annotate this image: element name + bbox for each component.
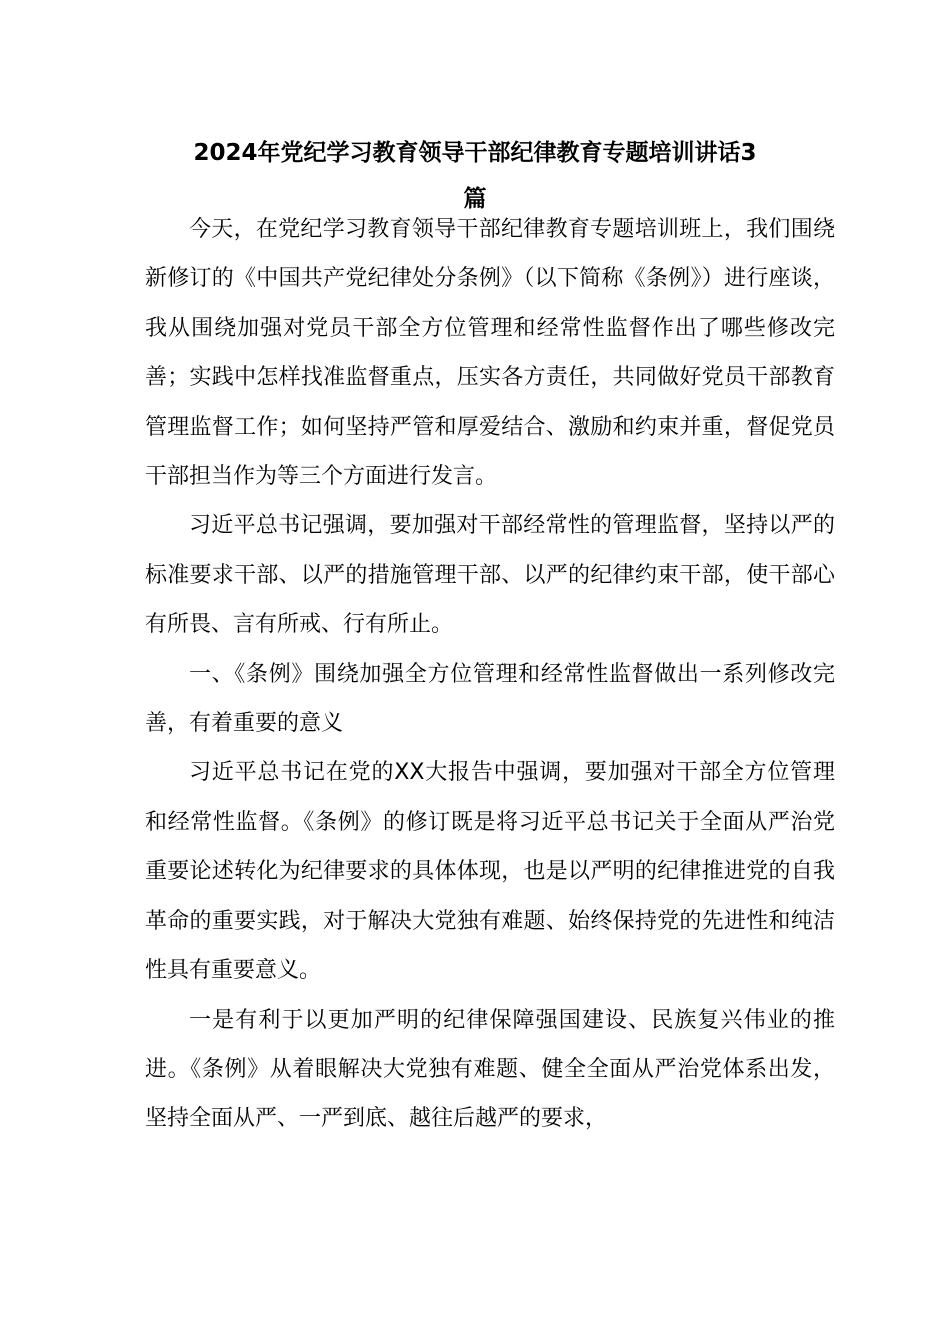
paragraph-section-1: 习近平总书记在党的XX大报告中强调，要加强对干部全方位管理和经常性监督。《条例》的修订既是将习近平总书记关于全面从严治党重要论述转化为纪律要求的具体体现，也是以严明的纪律推进党的自我革命的重要实践，对于解决大党独有难题、始终保持党的先进性和纯洁性具有重要意义。 <box>145 760 835 984</box>
paragraph-point-1: 一是有利于以更加严明的纪律保障强国建设、民族复兴伟业的推进。《条例》从着眼解决大党独有难题、健全全面从严治党体系出发，坚持全面从严、一严到底、越往后越严的要求， <box>145 1007 835 1132</box>
document-body <box>145 205 835 1144</box>
paragraph-intro: 今天，在党纪学习教育领导干部纪律教育专题培训班上，我们围绕新修订的《中国共产党纪律处分条例》（以下简称《条例》）进行座谈，我从围绕加强对党员干部全方位管理和经常性监督作出了哪些修改完善；实践中怎样找准监督重点，压实各方责任，共同做好党员干部教育管理监督工作；如何坚持严管和厚爱结合、激励和约束并重，督促党员干部担当作为等三个方面进行发言。 <box>145 217 835 490</box>
paragraph-quote: 习近平总书记强调，要加强对干部经常性的管理监督，坚持以严的标准要求干部、以严的措施管理干部、以严的纪律约束干部，使干部心有所畏、言有所戒、行有所止。 <box>145 513 835 638</box>
document-title-line-1: 2024年党纪学习教育领导干部纪律教育专题培训讲话3 <box>193 140 757 166</box>
document-title-line-2: 篇 <box>463 186 487 212</box>
section-heading-1: 一、《条例》围绕加强全方位管理和经常性监督做出一系列修改完善，有着重要的意义 <box>145 661 835 737</box>
